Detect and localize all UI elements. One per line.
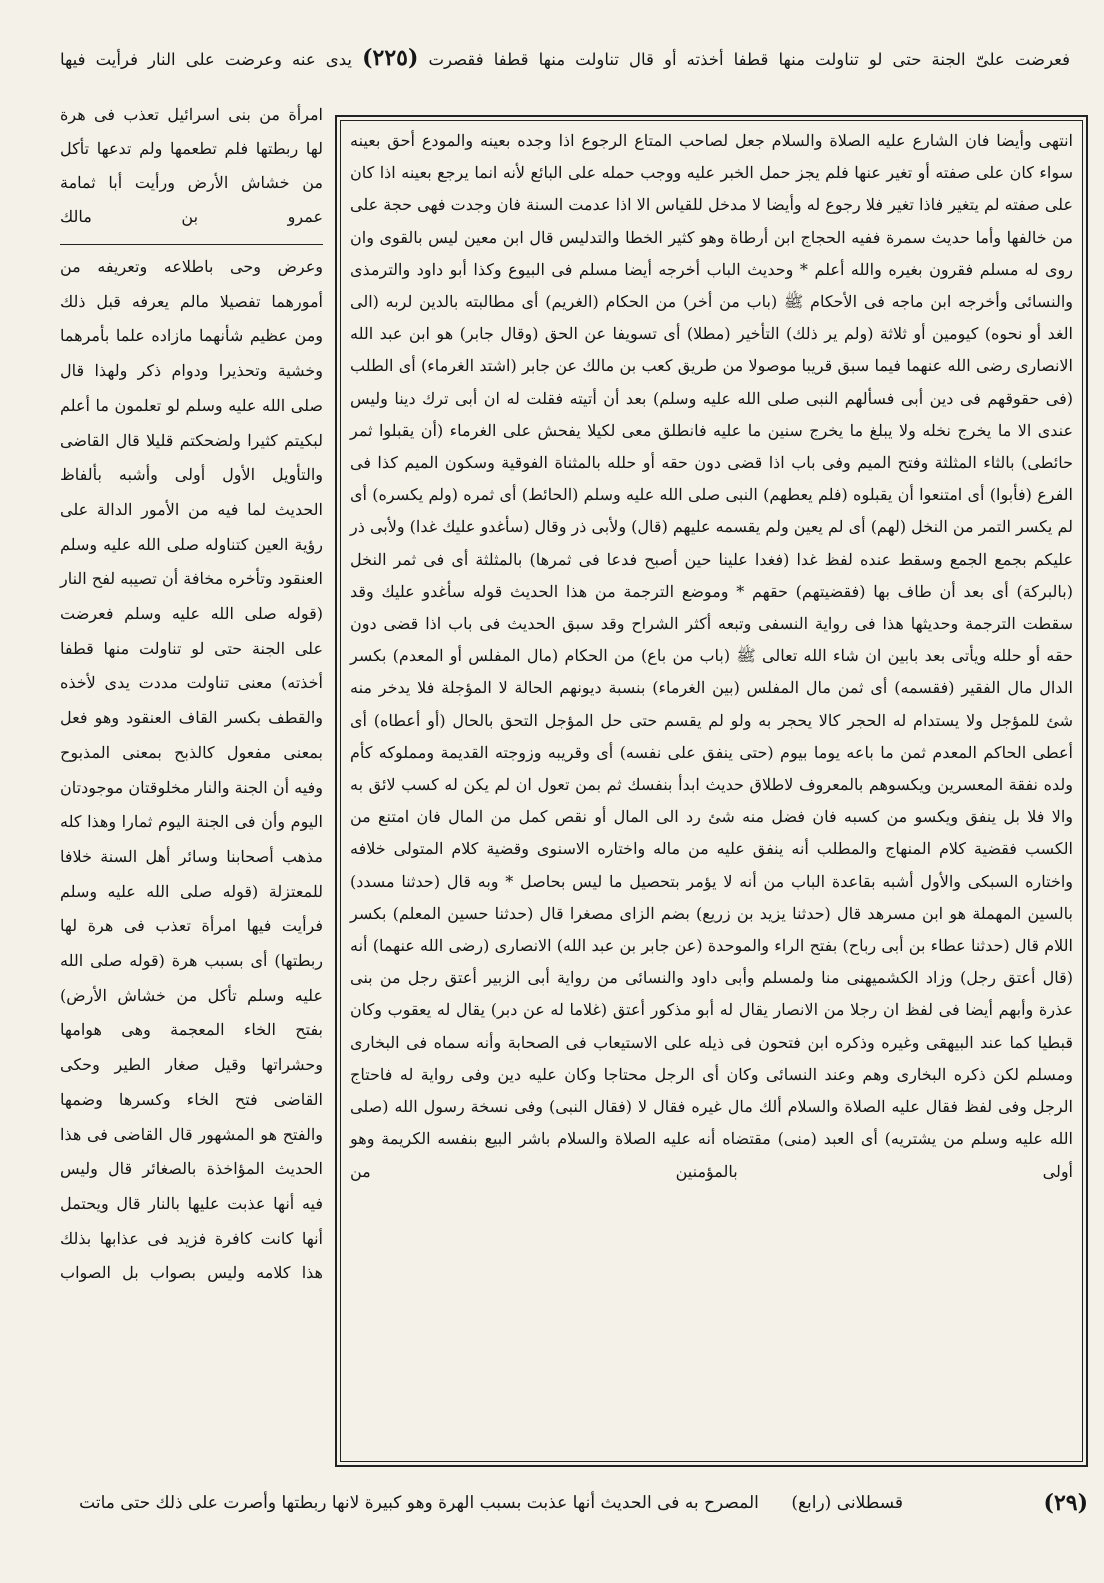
main-text-inner-frame bbox=[340, 120, 1083, 1462]
main-commentary-text: انتهى وأيضا فان الشارع عليه الصلاة والسلام جعل لصاحب المتاع الرجوع اذا وجده بعينه والمودع أحق بعينه سواء كان على صفته أو تغير عنها فلم يجز حمل الخبر عليه ووجب حمله على البائع لأنه انما يرجع بعينه اذا كان على صفته لم يتغير فاذا تغير فلا رجوع له وأيضا لا مدخل للقياس الا اذا عدمت السنة فان وجدت فهى حجة على من خالفها وأما حديث سمرة ففيه الحجاج ابن أرطاة وهو كثير الخطا والتدليس قال ابن معين ليس بالقوى وان روى له مسلم فقرون بغيره والله أعلم * وحديث الباب أخرجه أيضا مسلم فى البيوع وكذا أبو داود والترمذى والنسائى وأخرجه ابن ماجه فى الأحكام ﷺ (باب من أخر) من الحكام (الغريم) أى مطالبته بالدين لربه (الى الغد أو نحوه) كيومين أو ثلاثة (ولم ير ذلك) التأخير (مطلا) أى تسويفا عن الحق (وقال جابر) هو ابن عبد الله الانصارى رضى الله عنهما فيما سبق قريبا موصولا من طريق كعب بن مالك عن جابر (اشتد الغرماء) أى الطلب (فى حقوقهم فى دين أبى فسألهم النبى صلى الله عليه وسلم) بعد أن أتيته فقلت له ان أبى ترك دينا وليس عندى الا ما يخرج نخله ولا يبلغ ما يخرج سنين ما عليه فانطلق معى لكيلا يفحش على الغرماء (أن يقبلوا ثمر حائطى) بالثاء المثلثة وفتح الميم وفى باب اذا قضى دون حقه أو حلله بالمثناة الفوقية وسكون الميم كذا فى الفرع (فأبوا) أى امتنعوا أن يقبلوه (فلم يعطهم) النبى صلى الله عليه وسلم (الحائط) أى ثمره (ولم يكسره) أى لم يكسر التمر من النخل (لهم) أى لم يعين ولم يقسمه عليهم (قال) ولأبى ذر وقال (سأغدو عليك غدا) ولأبى ذر عليكم بجمع الجمع وسقط عنده لفظ غدا (فغدا علينا حين أصبح فدعا فى ثمرها) بالمثلثة أى فى ثمر النخل (بالبركة) أى بعد أن طاف بها (فقضيتهم) حقهم * وموضع الترجمة من هذا الحديث قوله سأغدو عليك وقد سقطت الترجمة وحديثها هذا فى رواية النسفى وتبعه أكثر الشراح وقد سبق الحديث فى باب اذا قضى دون حقه أو حلله ويأتى بعد بابين ان شاء الله تعالى ﷺ (باب من باع) من الحكام (مال المفلس أو المعدم) بكسر الدال مال الفقير (فقسمه) أى ثمن مال المفلس (بين الغرماء) بنسبة ديونهم الحالة لا المؤجلة فلا يدخر منه شئ للمؤجل ولا يستدام له الحجر كالا يحجر به ولو لم يقسم حتى حل المؤجل التحق بالحال (أو أعطاه) أى أعطى الحاكم المعدم ثمن ما باعه يوما بيوم (حتى ينفق على نفسه) أى وقريبه وزوجته القديمة ومملوكه كأم ولده نفقة المعسرين ويكسوهم بالمعروف لاطلاق حديث ابدأ بنفسك ثم بمن تعول ان لم يكن له كسب لائق به والا فلا بل ينفق ويكسو من كسبه فان فضل منه شئ رد الى المال أو نقص كمل من المال فان امتنع من الكسب فقضية كلام المنهاج والمطلب أنه ينفق عليه من ماله واختاره الاسنوى وقضية كلام المتولى خلافه واختاره السبكى والأول أشبه بقاعدة الباب من أنه لا يؤمر بتحصيل ما ليس بحاصل * وبه قال (حدثنا مسدد) بالسين المهملة هو ابن مسرهد قال (حدثنا يزيد بن زريع) بضم الزاى مصغرا قال (حدثنا حسين المعلم) بكسر اللام قال (حدثنا عطاء بن أبى رباح) بفتح الراء والموحدة (عن جابر بن عبد الله) الانصارى (رضى الله عنهما) أنه (قال أعتق رجل) وزاد الكشميهنى منا ولمسلم وأبى داود والنسائى من رواية أبى الزبير أعتق رجل من بنى عذرة وأبهم أيضا فى لفظ ان رجلا من الانصار يقال له أبو مذكور أعتق (غلاما له عن دبر) يقال له يعقوب وكان قبطيا كما عند البيهقى وغيره وذكره ابن فتحون فى ذيله على الاستيعاب فى الصحابة وأنه سماه فى البخارى ومسلم لكن ذكره البخارى وهم وعند النسائى وكان أى الرجل محتاجا وكان عليه دين وفى رواية له فاحتاج الرجل وفى لفظ فقال عليه الصلاة والسلام ألك مال غيره فقال لا (فقال النبى) وفى نسخة رسول الله (صلى الله عليه وسلم من يشتريه) أى العبد (منى) مقتضاه أنه عليه الصلاة والسلام باشر البيع بنفسه الكريمة وهو أولى بالمؤمنين من bbox=[350, 131, 1074, 1181]
main-text-frame bbox=[335, 115, 1088, 1467]
header-page-number: (٢٢٥) bbox=[362, 45, 419, 71]
header-text-end: يدى عنه وعرضت على النار فرأيت فيها bbox=[60, 50, 352, 69]
header-text-start: فعرضت علىّ الجنة حتى لو تناولت منها قطفا أخذته أو قال تناولت منها قطفا فقصرت bbox=[428, 50, 1071, 69]
footer-page-number: (٢٩) bbox=[1043, 1490, 1088, 1516]
footer-text bbox=[79, 1485, 903, 1521]
side-column-bottom-text: وعرض وحى باطلاعه وتعريفه من أمورهما تفصيلا مالم يعرفه قبل ذلك ومن عظيم شأنهما مازاده علما بأمرهما وخشية وتحذيرا ودوام ذكر ولهذا قال صلى الله عليه وسلم لو تعلمون ما أعلم لبكيتم كثيرا ولضحكتم قليلا قال القاضى والتأويل الأول أولى وأشبه بألفاظ الحديث لما فيه من الأمور الدالة على رؤية العين كتناوله صلى الله عليه وسلم العنقود وتأخره مخافة أن تصيبه لفح النار (قوله صلى الله عليه وسلم فعرضت على الجنة حتى لو تناولت منها قطفا أخذته) معنى تناولت مددت يدى لأخذه والقطف بكسر القاف العنقود وهو فعل بمعنى مفعول كالذبح بمعنى المذبوح وفيه أن الجنة والنار مخلوقتان موجودتان اليوم وأن فى الجنة اليوم ثمارا وهذا كله مذهب أصحابنا وسائر أهل السنة خلافا للمعتزلة (قوله صلى الله عليه وسلم فرأيت فيها امرأة تعذب فى هرة لها ربطتها) أى بسبب هرة (قوله صلى الله عليه وسلم تأكل من خشاش الأرض) بفتح الخاء المعجمة وهى هوامها وحشراتها وقيل صغار الطير وحكى القاضى فتح الخاء وكسرها وضمها والفتح هو المشهور قال القاضى فى هذا الحديث المؤاخذة بالصغائر قال وليس فيه أنها عذبت عليها بالنار قال ويحتمل أنها كانت كافرة فزيد فى عذابها بذلك هذا كلامه وليس بصواب بل الصواب bbox=[60, 257, 323, 1283]
side-column-divider bbox=[60, 244, 323, 245]
side-column-top-text: امرأة من بنى اسرائيل تعذب فى هرة لها ربطتها فلم تطعمها ولم تدعها تأكل من خشاش الأرض ورأيت أبا ثمامة عمرو بن مالك bbox=[60, 105, 323, 226]
page-header bbox=[60, 46, 1070, 96]
footer-label: قسطلانى (رابع) bbox=[791, 1493, 903, 1513]
page-footer bbox=[79, 1485, 1088, 1521]
footer-continuation: المصرح به فى الحديث أنها عذبت بسبب الهرة وهو كبيرة لانها ربطتها وأصرت على ذلك حتى ماتت bbox=[79, 1493, 759, 1513]
